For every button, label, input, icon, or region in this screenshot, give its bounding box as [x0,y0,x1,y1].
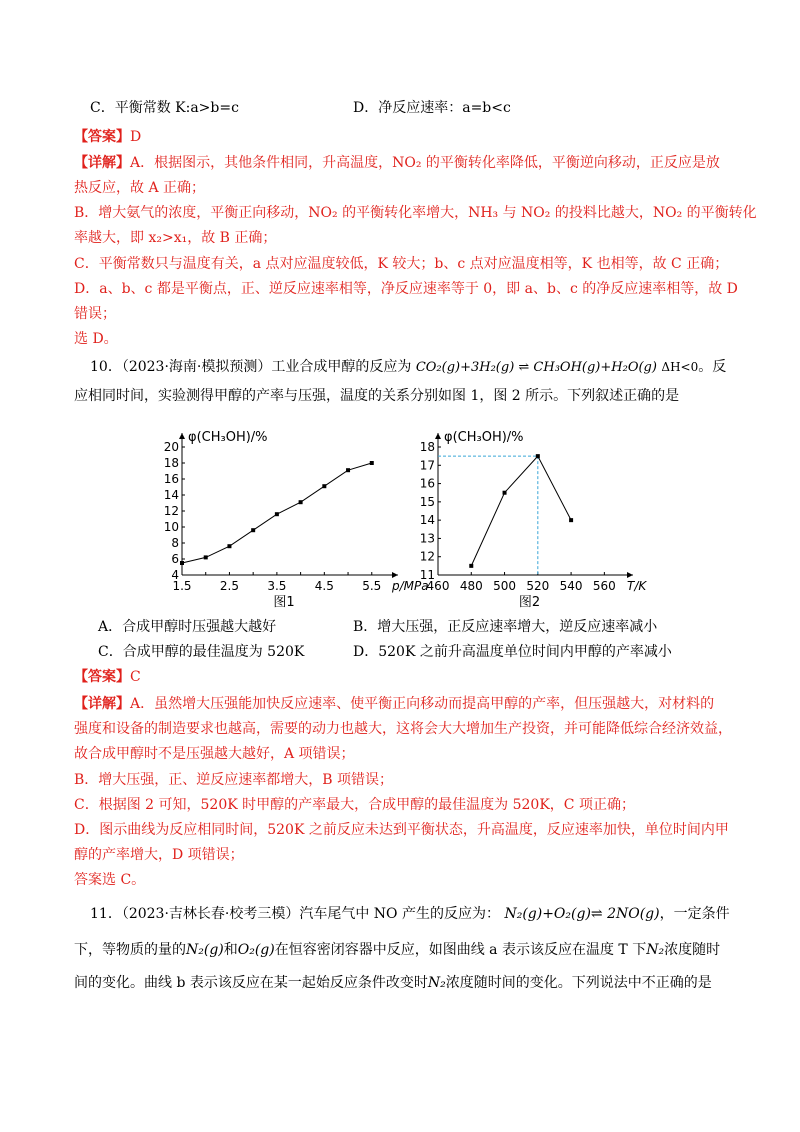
q10-option-d: D．520K 之前升高温度单位时间内甲醇的产率减小 [353,644,672,660]
x-tick-label: 4.5 [314,579,334,593]
y-tick-label: 6 [171,552,179,566]
q10-option-b: B．增大压强，正反应速率增大，逆反应速率减小 [353,619,658,635]
q9-detail-5: C．平衡常数只与温度有关，a 点对应温度较低，K 较大；b、c 点对应温度相等，K 也相等，故 C 正确； [74,256,729,272]
q9-detail-4: 率越大，即 x₂>x₁，故 B 正确； [74,230,277,246]
y-tick-label: 17 [419,458,435,473]
q11-stem-line-3: 间的变化。曲线 b 表示该反应在某一起始反应条件改变时N₂浓度随时间的变化。下列说法中不正确的是 [74,975,712,991]
y-axis-arrow [179,433,185,439]
q10-option-a: A．合成甲醇时压强越大越好 [98,619,277,635]
y-tick-label: 13 [419,531,435,546]
answer-value: C [130,669,141,685]
reaction-equation: CO₂(g)+3H₂(g) ⇌ CH₃OH(g)+H₂O(g) [415,360,657,375]
detail-tag: 【详解】 [74,155,130,171]
x-tick-label: 500 [493,579,516,593]
y-tick-label: 14 [163,488,179,502]
reaction-equation: N₂(g)+O₂(g)⇌ 2NO(g) [504,906,660,922]
y-tick-label: 12 [163,504,179,518]
q10-detail-3: 故合成甲醇时不是压强越大越好，A 项错误； [74,746,355,762]
data-point [204,555,208,559]
q10-detail-1: 【详解】A．虽然增大压强能加快反应速率、使平衡正向移动而提高甲醇的产率，但压强越大，对材料的 [74,696,715,712]
answer-value: D [130,129,142,145]
data-point [569,518,573,522]
y-tick-label: 10 [163,520,179,534]
data-point [370,461,374,465]
x-tick-label: 460 [426,579,450,593]
y-tick-label: 20 [163,440,179,454]
q9-detail-2: 热反应，故 A 正确； [74,180,206,196]
x-axis-label: p/MPa [392,579,429,593]
x-tick-label: 2.5 [219,579,239,593]
figure-caption: 图1 [273,595,295,610]
question-source: （2023·海南·模拟预测） [121,359,272,375]
x-tick-label: 480 [459,579,483,593]
q10-stem-line-2: 应相同时间，实验测得甲醇的产率与压强，温度的关系分别如图 1，图 2 所示。下列叙述正确的是 [74,388,680,404]
data-point [180,561,184,565]
data-point [469,564,473,568]
enthalpy-change: ΔH<0 [661,360,699,374]
data-point [346,468,350,472]
q11-stem-line-2: 下，等物质的量的N₂(g)和O₂(g)在恒容密闭容器中反应，如图曲线 a 表示该反应在温度 T 下N₂浓度随时 [74,942,721,958]
x-tick-label: 1.5 [172,579,192,593]
x-axis-label: T/K [627,579,647,593]
q9-answer [74,127,141,147]
q10-detail-5: C．根据图 2 可知，520K 时甲醇的产率最大，合成甲醇的最佳温度为 520K，C 项正确； [74,797,635,813]
detail-tag: 【详解】 [74,696,130,712]
y-tick-label: 8 [171,536,179,550]
x-axis-arrow [627,572,633,578]
x-tick-label: 520 [526,579,550,593]
x-tick-label: 560 [592,579,616,593]
y-axis-label: φ(CH₃OH)/% [188,430,268,445]
data-point [227,544,231,548]
y-tick-label: 16 [163,472,179,486]
x-axis-arrow [392,572,398,578]
q9-detail-7: 错误； [74,306,116,322]
q10-detail-4: B．增大压强，正、逆反应速率都增大，B 项错误； [74,772,394,788]
q11-stem-line-1: 11．（2023·吉林长春·校考三模）汽车尾气中 NO 产生的反应为： N₂(g)+O₂(g)⇌ 2NO(g)，一定条件 [90,906,730,922]
question-number: 11． [90,906,122,922]
y-tick-label: 11 [419,568,435,582]
q10-detail-6: D．图示曲线为反应相同时间，520K 之前反应未达到平衡状态，升高温度，反应速率加快，单位时间内甲 [74,822,729,838]
y-tick-label: 16 [419,476,435,491]
data-point [251,528,255,532]
data-point [536,454,540,458]
x-tick-label: 540 [559,579,583,593]
data-point [275,512,279,516]
question-source: （2023·吉林长春·校考三模） [121,906,300,922]
q9-option-c: C．平衡常数 K:a>b=c [90,100,239,116]
y-axis-label: φ(CH₃OH)/% [444,430,524,445]
q10-answer [74,667,141,687]
y-tick-label: 4 [171,568,179,582]
y-tick-label: 14 [419,513,435,528]
x-tick-label: 3.5 [267,579,287,593]
q9-detail-1: 【详解】A．根据图示，其他条件相同，升高温度，NO₂ 的平衡转化率降低，平衡逆向移动，正反应是放 [74,155,720,171]
y-axis-arrow [435,433,441,439]
y-tick-label: 18 [419,440,435,454]
figure-caption: 图2 [518,595,541,610]
figure-2-chart [405,415,647,615]
y-tick-label: 18 [163,456,179,470]
y-tick-label: 15 [419,494,435,509]
data-point [503,491,507,495]
question-number: 10． [90,359,122,375]
q10-detail-8: 答案选 C。 [74,872,146,888]
answer-tag: 【答案】 [74,129,130,145]
answer-tag: 【答案】 [74,669,130,685]
series-line [471,456,571,566]
x-tick-label: 5.5 [362,579,382,593]
q9-detail-8: 选 D。 [74,331,118,347]
q10-detail-7: 醇的产率增大，D 项错误； [74,847,244,863]
q10-stem-line-1: 10．（2023·海南·模拟预测）工业合成甲醇的反应为 CO₂(g)+3H₂(g) ⇌ CH₃OH(g)+H₂O(g) ΔH<0。反 [90,359,727,375]
data-point [322,484,326,488]
q9-detail-3: B．增大氨气的浓度，平衡正向移动，NO₂ 的平衡转化率增大，NH₃ 与 NO₂ 的投料比越大，NO₂ 的平衡转化 [74,205,757,221]
y-tick-label: 12 [419,549,435,564]
q9-option-d: D．净反应速率：a=b<c [353,100,511,116]
q9-detail-6: D．a、b、c 都是平衡点，正、逆反应速率相等，净反应速率等于 0，即 a、b、c 的净反应速率相等，故 D [74,281,738,297]
q10-option-c: C．合成甲醇的最佳温度为 520K [98,644,305,660]
q10-detail-2: 强度和设备的制造要求也越高，需要的动力也越大，这将会大大增加生产投资，并可能降低综合经济效益， [74,721,732,737]
data-point [299,500,303,504]
